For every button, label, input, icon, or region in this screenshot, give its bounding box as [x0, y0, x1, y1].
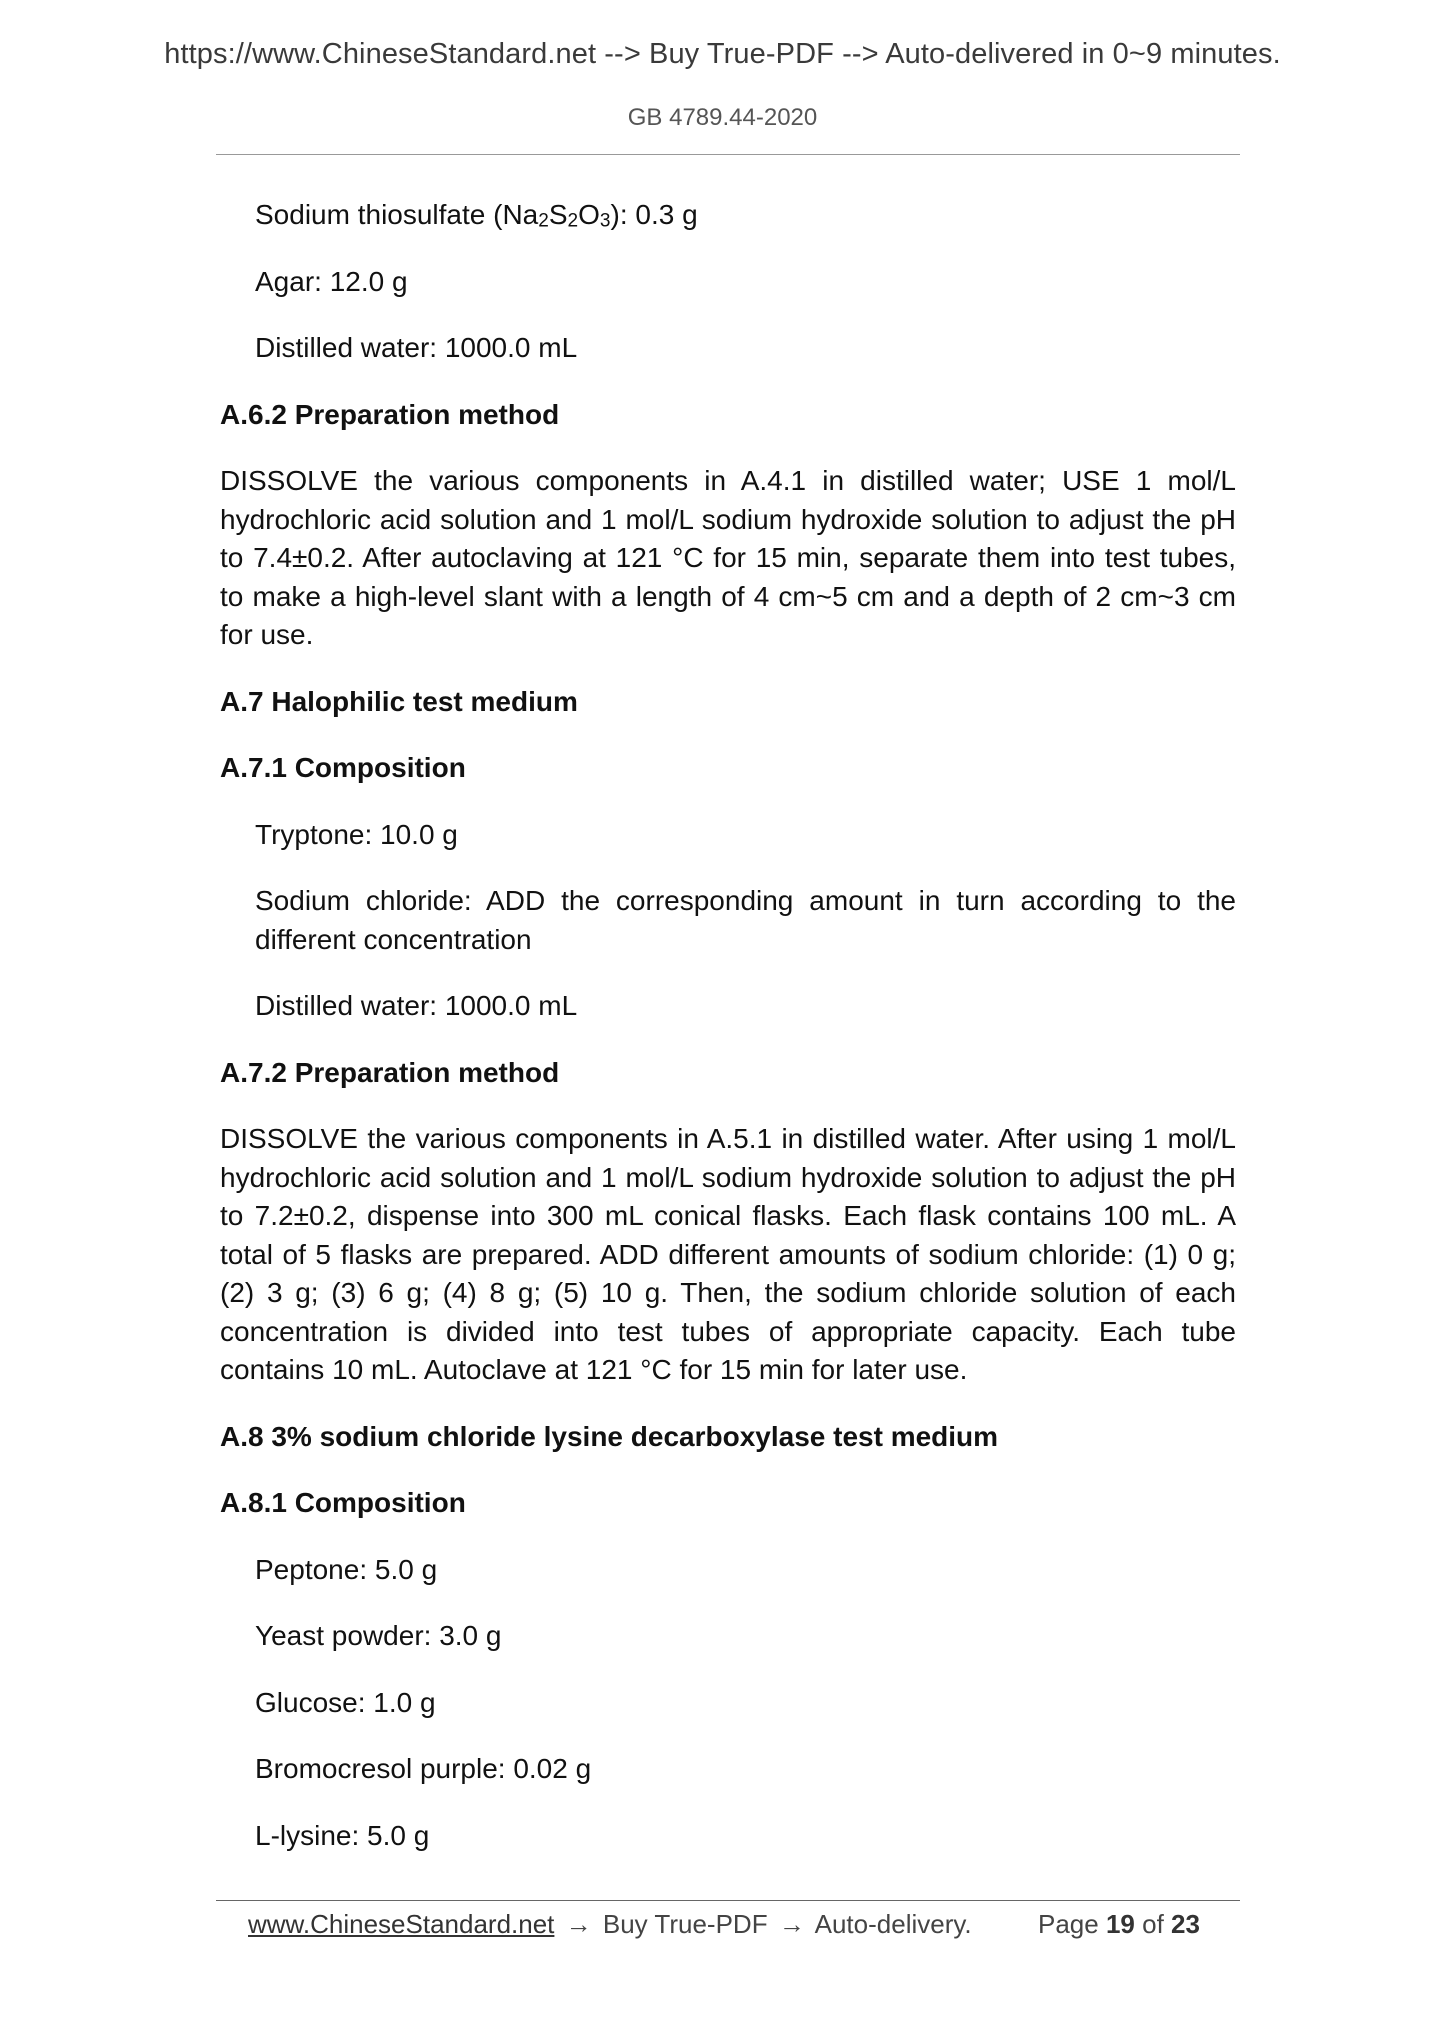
heading-a-7-1: A.7.1 Composition	[220, 752, 466, 783]
footer-buy-text: Buy True-PDF	[602, 1909, 768, 1939]
ingredient-distilled-water: Distilled water: 1000.0 mL	[255, 332, 578, 363]
ingredient-agar: Agar: 12.0 g	[255, 265, 408, 297]
top-banner-link[interactable]: https://www.ChineseStandard.net --> Buy True-PDF --> Auto-delivered in 0~9 minutes.	[164, 38, 1281, 70]
footer-site-link[interactable]: www.ChineseStandard.net	[248, 1909, 555, 1939]
page-number: Page 19 of 23	[1038, 1909, 1200, 1939]
arrow-right-icon: →	[565, 1909, 592, 1939]
ingredient-glucose: Glucose: 1.0 g	[255, 1686, 436, 1718]
heading-a-8-1: A.8.1 Composition	[220, 1487, 466, 1518]
standard-number: GB 4789.44-2020	[627, 104, 818, 131]
arrow-right-icon: →	[778, 1909, 805, 1939]
footer-auto-text: Auto-delivery.	[814, 1909, 972, 1939]
ingredient-yeast-powder: Yeast powder: 3.0 g	[255, 1620, 502, 1651]
ingredient-sodium-chloride: Sodium chloride: ADD the corresponding amount in turn according to the different concentration	[255, 885, 1236, 955]
ingredient-l-lysine: L-lysine: 5.0 g	[255, 1819, 430, 1851]
heading-a-7: A.7 Halophilic test medium	[220, 685, 578, 717]
ingredient-distilled-water: Distilled water: 1000.0 mL	[255, 990, 578, 1021]
page-content	[220, 196, 1236, 1855]
heading-a-8: A.8 3% sodium chloride lysine decarboxylase test medium	[220, 1420, 999, 1452]
ingredient-bromocresol-purple: Bromocresol purple: 0.02 g	[255, 1753, 592, 1784]
ingredient-sodium-thiosulfate: Sodium thiosulfate $(Na_2S_2O_3)$: 0.3 g	[255, 199, 698, 232]
ingredient-tryptone: Tryptone: 10.0 g	[255, 818, 458, 850]
paragraph-a-7-2: DISSOLVE the various components in A.5.1 in distilled water. After using 1 mol/L hydrochloric acid solution and 1 mol/L sodium hydroxide solution to adjust the pH to 7.2±0.2, dispense into 300 mL conical flasks. Each flask contains 100 mL. A total of 5 flasks are prepared. ADD different amounts of sodium chloride: (1) 0 g; (2) 3 g; (3) 6 g; (4) 8 g; (5) 10 g. Then, the sodium chloride solution of each concentration is divided into test tubes of appropriate capacity. Each tube contains 10 mL. Autoclave at 121 °C for 15 min for later use.	[220, 1123, 1236, 1385]
paragraph-a-6-2: DISSOLVE the various components in A.4.1 in distilled water; USE 1 mol/L hydrochloric acid solution and 1 mol/L sodium hydroxide solution to adjust the pH to 7.4±0.2. After autoclaving at 121 °C for 15 min, separate them into test tubes, to make a high-level slant with a length of 4 cm~5 cm and a depth of 2 cm~3 cm for use.	[220, 465, 1236, 650]
heading-a-7-2: A.7.2 Preparation method	[220, 1056, 560, 1088]
ingredient-peptone: Peptone: 5.0 g	[255, 1553, 438, 1585]
header-divider	[216, 154, 1240, 155]
heading-a-6-2: A.6.2 Preparation method	[220, 398, 560, 430]
page-footer	[248, 1904, 1228, 1944]
footer-divider	[216, 1900, 1240, 1901]
